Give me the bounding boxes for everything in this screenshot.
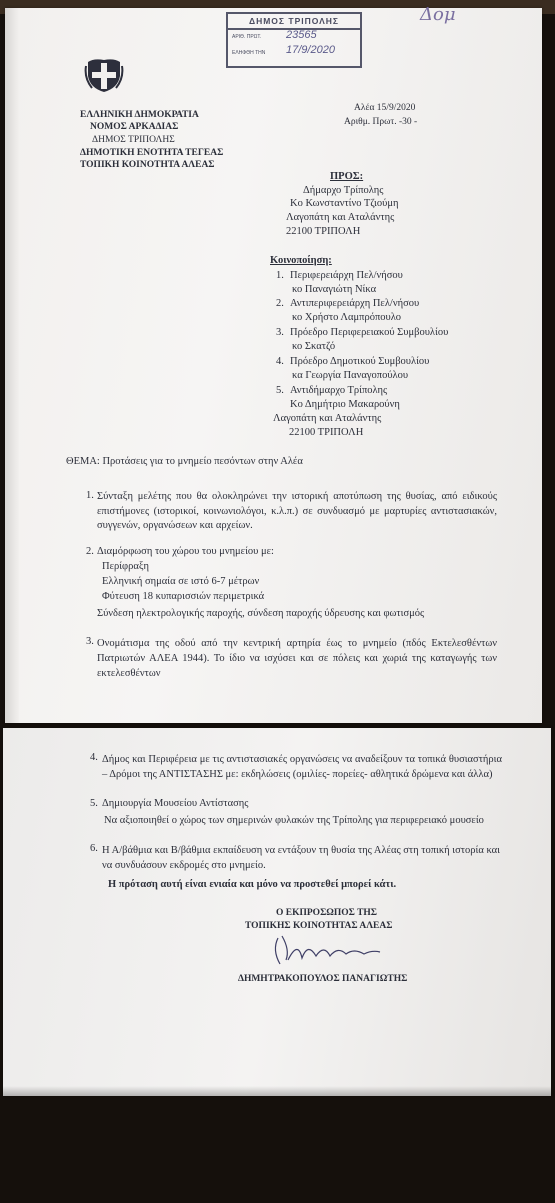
cc-label: Κοινοποίηση: <box>270 255 332 266</box>
proposal-item-6: Η Α/βάθμια και Β/βάθμια εκπαίδευση να εντάξουν τη θυσία της Αλέας στη τοπική ιστορία και να συνδυάσουν εκδρομές στο μνημείο. <box>102 845 500 871</box>
cc-line: Πρόεδρο Δημοτικού Συμβουλίου <box>290 356 430 367</box>
place-date: Αλέα 15/9/2020 <box>354 103 416 113</box>
item-number: 3. <box>86 636 94 647</box>
cc-line: Πρόεδρο Περιφερειακού Συμβουλίου <box>290 327 449 338</box>
header-unit: ΔΗΜΟΤΙΚΗ ΕΝΟΤΗΤΑ ΤΕΓΕΑΣ <box>80 148 224 158</box>
signatory-role: Ο ΕΚΠΡΟΣΩΠΟΣ ΤΗΣ <box>276 908 378 918</box>
signature-icon <box>268 930 388 970</box>
sub-item: Περίφραξη <box>102 561 150 572</box>
recipient-line: Κο Κωνσταντίνο Τζιούμη <box>290 198 399 209</box>
proposal-item-1: Σύνταξη μελέτης που θα ολοκληρώνει την ιστορική αποτύπωση της θυσίας, από ειδικούς επιστήμονες (ιστορικοί, κοινωνιολόγοι, κ.λ.π.) σε συνδυασμό με μαρτυρίες αντιστασιακών, συγγενών, οργανώσεων και αρχείων. <box>97 491 497 531</box>
cc-line: Αντιπεριφερειάρχη Πελ/νήσου <box>290 298 420 309</box>
signatory-name: ΔΗΜΗΤΡΑΚΟΠΟΥΛΟΣ ΠΑΝΑΓΙΩΤΗΣ <box>238 974 408 984</box>
stamp-date-value: 17/9/2020 <box>286 44 335 56</box>
coat-of-arms-icon <box>84 56 124 94</box>
sub-item: Φύτευση 18 κυπαρισσιών περιμετρικά <box>102 591 265 602</box>
proposal-item-5: Δημιουργία Μουσείου Αντίστασης <box>102 798 249 809</box>
sub-item: Σύνδεση ηλεκτρολογικής παροχής, σύνδεση παροχής ύδρευσης και φωτισμός <box>97 608 425 619</box>
cc-line: Περιφερειάρχη Πελ/νήσου <box>290 270 403 281</box>
stamp-protocol-value: 23565 <box>286 29 317 41</box>
subject-line: ΘΕΜΑ: Προτάσεις για το μνημείο πεσόντων στην Αλέα <box>66 456 303 467</box>
cc-address: Λαγοπάτη και Αταλάντης <box>273 413 382 424</box>
protocol-stamp <box>226 12 362 68</box>
sub-item: Ελληνική σημαία σε ιστό 6-7 μέτρων <box>102 576 260 587</box>
cc-number: 5. <box>276 385 284 396</box>
proposal-item-2: Διαμόρφωση του χώρου του μνημείου με: <box>97 546 274 557</box>
recipient-line: 22100 ΤΡΙΠΟΛΗ <box>286 226 361 237</box>
cc-line: κο Σκατζό <box>292 341 336 352</box>
cc-line: κο Χρήστο Λαμπρόπουλο <box>292 312 402 323</box>
recipient-label: ΠΡΟΣ: <box>330 171 364 182</box>
cc-line: Κο Δημήτριο Μακαρούνη <box>290 399 400 410</box>
header-community: ΤΟΠΙΚΗ ΚΟΙΝΟΤΗΤΑ ΑΛΕΑΣ <box>80 160 215 170</box>
header-prefecture: ΝΟΜΟΣ ΑΡΚΑΔΙΑΣ <box>90 122 179 132</box>
handwritten-note: Δομ <box>420 4 456 25</box>
cc-number: 4. <box>276 356 284 367</box>
cc-address: 22100 ΤΡΙΠΟΛΗ <box>289 427 364 438</box>
item-number: 4. <box>90 752 98 763</box>
item-number: 2. <box>86 546 94 557</box>
item-number: 6. <box>90 843 98 854</box>
signatory-role: ΤΟΠΙΚΗΣ ΚΟΙΝΟΤΗΤΑΣ ΑΛΕΑΣ <box>245 921 393 931</box>
recipient-line: Λαγοπάτη και Αταλάντης <box>286 212 395 223</box>
cc-line: κα Γεωργία Παναγοπούλου <box>292 370 409 381</box>
closing-statement: Η πρόταση αυτή είναι ενιαία και μόνο να προστεθεί μπορεί κάτι. <box>108 879 397 890</box>
cc-number: 2. <box>276 298 284 309</box>
cc-line: Αντιδήμαρχο Τρίπολης <box>290 385 388 396</box>
proposal-item-4: Δήμος και Περιφέρεια με τις αντιστασιακές οργανώσεις να αναδείξουν τα τοπικά θυσιαστήρια – Δρόμοι της ΑΝΤΙΣΤΑΣΗΣ με: εκδηλώσεις (ομιλίες- πορείες- αθλητικά δρώμενα και άλλα) <box>102 754 502 780</box>
stamp-title: ΔΗΜΟΣ ΤΡΙΠΟΛΗΣ <box>228 14 360 30</box>
stamp-date-label: ΕΛΗΦΘΗ ΤΗΝ <box>232 50 266 56</box>
cc-number: 3. <box>276 327 284 338</box>
header-municipality: ΔΗΜΟΣ ΤΡΙΠΟΛΗΣ <box>92 135 175 145</box>
item-number: 5. <box>90 798 98 809</box>
header-republic: ΕΛΛΗΝΙΚΗ ΔΗΜΟΚΡΑΤΙΑ <box>80 110 199 120</box>
protocol-number: Αριθμ. Πρωτ. -30 - <box>344 117 418 127</box>
cc-number: 1. <box>276 270 284 281</box>
cc-line: κο Παναγιώτη Νίκα <box>292 284 377 295</box>
item-number: 1. <box>86 490 94 501</box>
recipient-line: Δήμαρχο Τρίπολης <box>303 185 384 196</box>
stamp-protocol-label: ΑΡΙΘ. ΠΡΩΤ. <box>232 34 262 40</box>
sub-item: Να αξιοποιηθεί ο χώρος των σημερινών φυλακών της Τρίπολης για περιφερειακό μουσείο <box>104 815 484 826</box>
proposal-item-3: Ονομάτισμα της οδού από την κεντρική αρτηρία έως το μνημείο (πδός Εκτελεσθέντων Πατριωτών ΑΛΕΑ 1944). Το ίδιο να ισχύσει και σε πόλεις και χωριά της καταγωγής των εκτελεσθέντων <box>97 638 497 679</box>
